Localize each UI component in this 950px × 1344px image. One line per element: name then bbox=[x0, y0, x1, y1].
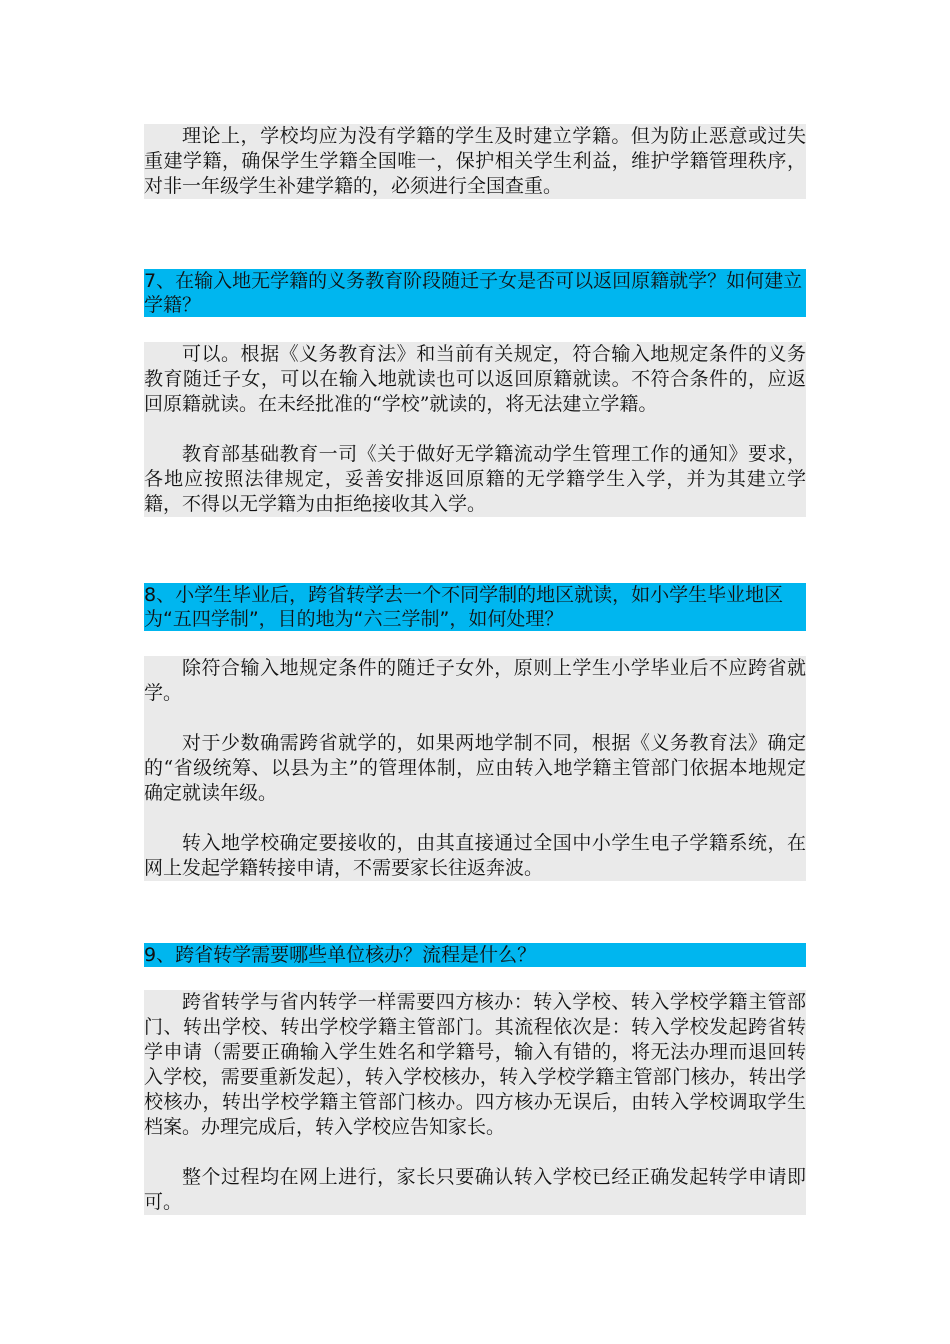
section-8-paragraph-3: 转入地学校确定要接收的，由其直接通过全国中小学生电子学籍系统，在网上发起学籍转接申请，不需要家长往返奔波。 bbox=[144, 832, 806, 879]
section-9-heading: 9、跨省转学需要哪些单位核办？流程是什么？ bbox=[144, 943, 806, 967]
section-8-heading: 8、小学生毕业后，跨省转学去一个不同学制的地区就读，如小学生毕业地区为“五四学制”，目的地为“六三学制”，如何处理？ bbox=[144, 583, 806, 631]
section-7-paragraph-1: 可以。根据《义务教育法》和当前有关规定，符合输入地规定条件的义务教育随迁子女，可以在输入地就读也可以返回原籍就读。不符合条件的，应返回原籍就读。在未经批准的“学校”就读的，将无法建立学籍。 bbox=[144, 343, 806, 415]
section-9-paragraph-2: 整个过程均在网上进行，家长只要确认转入学校已经正确发起转学申请即可。 bbox=[144, 1166, 806, 1213]
section-8-block bbox=[144, 656, 806, 881]
section-9-block bbox=[144, 990, 806, 1215]
intro-block bbox=[144, 124, 806, 199]
section-9-paragraph-1: 跨省转学与省内转学一样需要四方核办：转入学校、转入学校学籍主管部门、转出学校、转出学校学籍主管部门。其流程依次是：转入学校发起跨省转学申请（需要正确输入学生姓名和学籍号，输入有错的，将无法办理而退回转入学校，需要重新发起），转入学校核办，转入学校学籍主管部门核办，转出学校核办，转出学校学籍主管部门核办。四方核办无误后，由转入学校调取学生档案。办理完成后，转入学校应告知家长。 bbox=[144, 991, 806, 1138]
intro-paragraph: 理论上，学校均应为没有学籍的学生及时建立学籍。但为防止恶意或过失重建学籍，确保学生学籍全国唯一，保护相关学生利益，维护学籍管理秩序，对非一年级学生补建学籍的，必须进行全国查重。 bbox=[144, 125, 806, 197]
section-7-block bbox=[144, 342, 806, 517]
section-7-paragraph-2: 教育部基础教育一司《关于做好无学籍流动学生管理工作的通知》要求，各地应按照法律规定，妥善安排返回原籍的无学籍学生入学，并为其建立学籍，不得以无学籍为由拒绝接收其入学。 bbox=[144, 443, 806, 515]
section-8-paragraph-2: 对于少数确需跨省就学的，如果两地学制不同，根据《义务教育法》确定的“省级统筹、以县为主”的管理体制，应由转入地学籍主管部门依据本地规定确定就读年级。 bbox=[144, 732, 806, 804]
section-8-paragraph-1: 除符合输入地规定条件的随迁子女外，原则上学生小学毕业后不应跨省就学。 bbox=[144, 657, 806, 704]
section-7-heading: 7、在输入地无学籍的义务教育阶段随迁子女是否可以返回原籍就学？如何建立学籍？ bbox=[144, 269, 806, 317]
